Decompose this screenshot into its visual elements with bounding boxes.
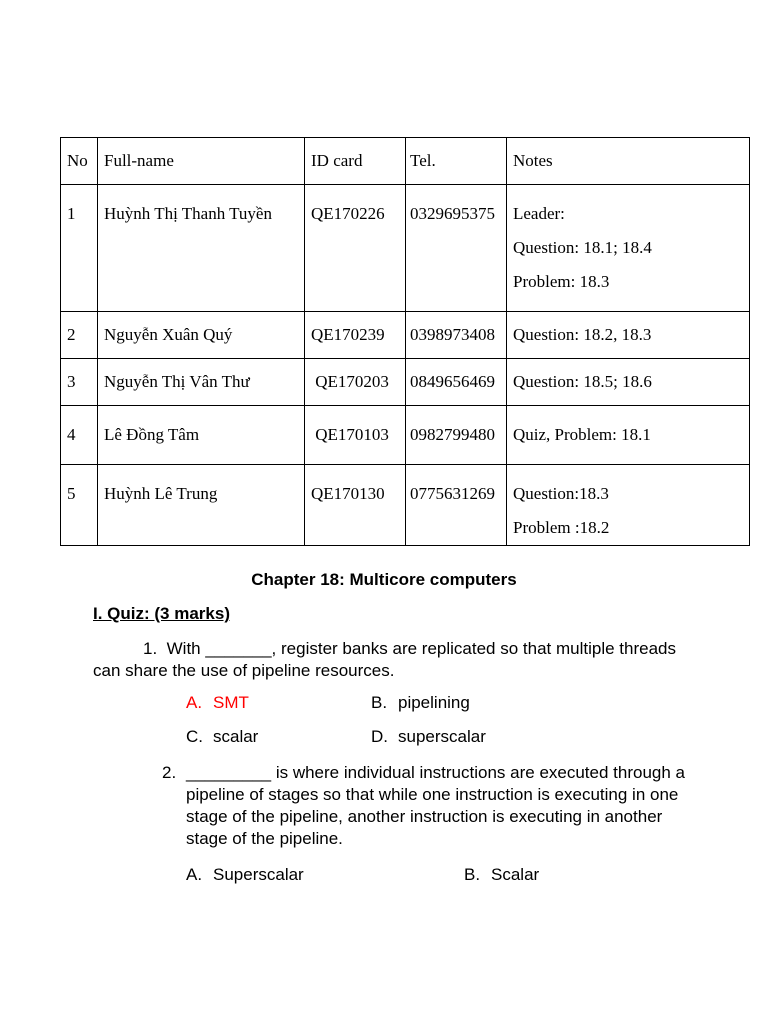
option-b[interactable] [464, 865, 539, 885]
table-row [61, 406, 750, 465]
cell-id: QE170203 [305, 359, 406, 406]
cell-id: QE170130 [305, 465, 406, 546]
option-text: SMT [213, 693, 249, 712]
note-line: Question:18.3 [513, 484, 609, 503]
option-b[interactable] [371, 693, 470, 713]
chapter-title: Chapter 18: Multicore computers [251, 570, 517, 589]
note-line: Quiz, Problem: 18.1 [513, 425, 651, 444]
cell-name: Huỳnh Lê Trung [98, 465, 305, 546]
option-text: superscalar [398, 727, 486, 746]
option-text: Superscalar [213, 865, 304, 884]
member-table [60, 137, 750, 546]
cell-notes [507, 406, 750, 465]
note-line: Problem: 18.3 [513, 272, 610, 291]
option-label: B. [464, 865, 481, 884]
cell-notes [507, 359, 750, 406]
question-text: With _______, register banks are replicated so that multiple threads can share the use of pipeline resources. [93, 639, 676, 680]
question-2 [162, 762, 706, 850]
cell-name: Nguyễn Thị Vân Thư [98, 359, 305, 406]
note-line: Question: 18.2, 18.3 [513, 325, 652, 344]
option-c[interactable] [186, 727, 258, 747]
cell-no: 5 [61, 465, 98, 546]
cell-tel: 0775631269 [406, 465, 507, 546]
cell-tel: 0329695375 [406, 185, 507, 312]
cell-no: 1 [61, 185, 98, 312]
table-row [61, 465, 750, 546]
option-label: D. [371, 727, 388, 746]
table-header-row [61, 138, 750, 185]
option-d[interactable] [371, 727, 486, 747]
cell-tel: 0982799480 [406, 406, 507, 465]
question-number: 1. [143, 639, 158, 658]
cell-tel: 0849656469 [406, 359, 507, 406]
question-1 [93, 638, 693, 682]
cell-no: 4 [61, 406, 98, 465]
cell-notes [507, 312, 750, 359]
cell-notes [507, 465, 750, 546]
header-full-name: Full-name [98, 138, 305, 185]
question-number: 2. [162, 763, 177, 782]
option-a[interactable] [186, 693, 249, 713]
header-no: No [61, 138, 98, 185]
option-text: scalar [213, 727, 259, 746]
header-notes: Notes [507, 138, 750, 185]
cell-id: QE170239 [305, 312, 406, 359]
note-line: Question: 18.1; 18.4 [513, 238, 652, 257]
option-label: A. [186, 693, 203, 712]
note-line: Problem :18.2 [513, 518, 610, 537]
note-line: Leader: [513, 204, 565, 223]
cell-notes [507, 185, 750, 312]
cell-tel: 0398973408 [406, 312, 507, 359]
table-row [61, 359, 750, 406]
question-text: _________ is where individual instructions are executed through a pipeline of stages so that while one instruction is executing in one stage of the pipeline, another instruction is executing in another stage of the pipeline. [186, 763, 685, 848]
cell-name: Nguyễn Xuân Quý [98, 312, 305, 359]
cell-no: 3 [61, 359, 98, 406]
option-text: pipelining [398, 693, 470, 712]
cell-no: 2 [61, 312, 98, 359]
option-label: A. [186, 865, 203, 884]
option-text: Scalar [491, 865, 540, 884]
header-id-card: ID card [305, 138, 406, 185]
cell-id: QE170226 [305, 185, 406, 312]
option-label: B. [371, 693, 388, 712]
table-row [61, 312, 750, 359]
cell-name: Huỳnh Thị Thanh Tuyền [98, 185, 305, 312]
note-line: Question: 18.5; 18.6 [513, 372, 652, 391]
table-row [61, 185, 750, 312]
option-label: C. [186, 727, 203, 746]
section-title: I. Quiz: (3 marks) [93, 604, 230, 623]
cell-id: QE170103 [305, 406, 406, 465]
cell-name: Lê Đồng Tâm [98, 406, 305, 465]
header-tel: Tel. [406, 138, 507, 185]
option-a[interactable] [186, 865, 304, 885]
